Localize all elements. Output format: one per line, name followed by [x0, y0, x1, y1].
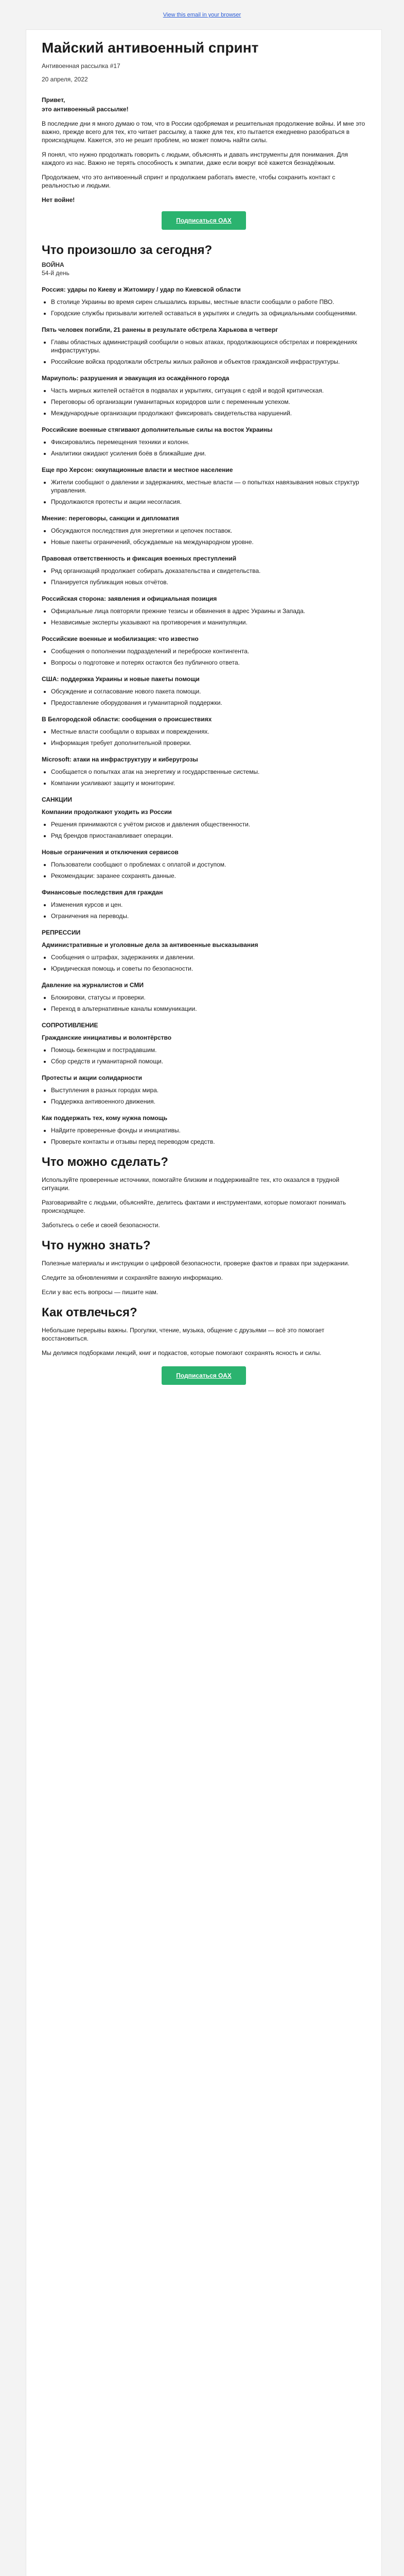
news-bullet: • Аналитики ожидают усиления боёв в ближайшие дни.	[51, 449, 366, 457]
repressions-bullet: • Переход в альтернативные каналы коммуникации.	[51, 1005, 366, 1013]
sanctions-items	[42, 808, 366, 920]
resistance-item	[42, 1114, 366, 1146]
sanctions-bullet: • Пользователи сообщают о проблемах с оплатой и доступом.	[51, 860, 366, 869]
sanctions-label: САНКЦИИ	[42, 796, 73, 803]
resistance-bullets	[42, 1086, 366, 1106]
news-bullet: • Международные организации продолжают фиксировать свидетельства нарушений.	[51, 409, 366, 417]
news-block	[42, 675, 366, 707]
war-label: ВОЙНА	[42, 261, 64, 268]
issue: Антивоенная рассылка #17	[42, 62, 120, 70]
repressions-bullets	[42, 953, 366, 973]
news-bullet: • Новые пакеты ограничений, обсуждаемые на международном уровне.	[51, 538, 366, 546]
cta-bottom	[42, 1366, 366, 1385]
resistance-items	[42, 1033, 366, 1146]
news-bullets	[42, 567, 366, 586]
sanctions-bullet: • Решения принимаются с учётом рисков и давления общественности.	[51, 820, 366, 828]
repressions-bullet: • Сообщения о штрафах, задержаниях и давлении.	[51, 953, 366, 961]
repressions-items	[42, 941, 366, 1013]
repressions-item	[42, 941, 366, 973]
sanctions	[42, 795, 366, 920]
sanctions-item-title: Финансовые последствия для граждан	[42, 889, 163, 896]
news-bullets	[42, 647, 366, 667]
section-what-to-know: Что нужно знать?	[42, 1239, 151, 1252]
news-bullet: • Фиксировались перемещения техники и колонн.	[51, 438, 366, 446]
knowledge-paragraph-2: Следите за обновлениями и сохраняйте важную информацию.	[42, 1274, 223, 1281]
cta-top	[42, 211, 366, 230]
news-bullet: • Часть мирных жителей остаётся в подвалах и укрытиях, ситуация с едой и водой критическая.	[51, 386, 366, 395]
resistance-bullet: • Сбор средств и гуманитарной помощи.	[51, 1057, 366, 1065]
subscribe-button[interactable]: Подписаться ОАХ	[162, 211, 246, 230]
news-bullets	[42, 607, 366, 626]
resistance-bullet: • Поддержка антивоенного движения.	[51, 1097, 366, 1106]
actions-paragraph-2: Разговаривайте с людьми, объясняйте, делитесь фактами и инструментами, которые помогают понимать происходящее.	[42, 1199, 346, 1214]
news-bullets	[42, 478, 366, 506]
section-what-happened: Что произошло за сегодня?	[42, 243, 213, 257]
news-bullets	[42, 298, 366, 317]
news-bullet: • Городские службы призывали жителей оставаться в укрытиях и следить за официальными сообщениями.	[51, 309, 366, 317]
news-bullet: • Переговоры об организации гуманитарных коридоров шли с переменным успехом.	[51, 398, 366, 406]
news-block-title: Правовая ответственность и фиксация военных преступлений	[42, 555, 237, 562]
news-bullet: • Планируется публикация новых отчётов.	[51, 578, 366, 586]
resistance-bullet: • Выступления в разных городах мира.	[51, 1086, 366, 1094]
news-bullet: • Обсуждение и согласование нового пакета помощи.	[51, 687, 366, 696]
news-block	[42, 595, 366, 626]
resistance	[42, 1021, 366, 1146]
news-bullets	[42, 438, 366, 457]
sanctions-bullets	[42, 860, 366, 880]
news-bullet: • Информация требует дополнительной проверки.	[51, 739, 366, 747]
news-bullets	[42, 727, 366, 747]
resistance-label: СОПРОТИВЛЕНИЕ	[42, 1022, 98, 1029]
news-bullet: • Сообщения о пополнении подразделений и переброске контингента.	[51, 647, 366, 655]
sanctions-item-title: Новые ограничения и отключения сервисов	[42, 849, 179, 856]
news-bullet: • Жители сообщают о давлении и задержаниях, местные власти — о попытках навязывания новых структур управления.	[51, 478, 366, 495]
repressions	[42, 928, 366, 1013]
intro-paragraph-1: В последние дни я много думаю о том, что в России одобряемая и решительная продолжение войны. И мне это важно, прежде всего для тех, кто читает рассылку, а также для тех, кто пытается ежедневно разобраться в происходящем. Кажется, это не решит проблем, но может помочь найти силы.	[42, 120, 365, 144]
news-block-title: В Белгородской области: сообщения о происшествиях	[42, 716, 212, 723]
news-block-title: Российская сторона: заявления и официальная позиция	[42, 595, 217, 602]
news-bullets	[42, 386, 366, 417]
repressions-item-title: Административные и уголовные дела за антивоенные высказывания	[42, 941, 258, 948]
subgreeting: это антивоенный рассылке!	[42, 106, 129, 113]
news-block-title: Microsoft: атаки на инфраструктуру и киберугрозы	[42, 756, 198, 763]
intro-paragraph-2: Я понял, что нужно продолжать говорить с людьми, объяснять и давать инструменты для понимания. Для каждого из нас. Важно не терять способность к эмпатии, даже если вокруг всё кажется безнадёжным.	[42, 151, 348, 166]
news-block-title: Российские военные стягивают дополнительные силы на восток Украины	[42, 426, 273, 433]
news-bullet: • Ряд организаций продолжает собирать доказательства и свидетельства.	[51, 567, 366, 575]
news-block	[42, 554, 366, 586]
news-block-title: Российские военные и мобилизация: что известно	[42, 635, 199, 642]
sanctions-bullets	[42, 901, 366, 920]
war-day: 54-й день	[42, 269, 69, 277]
sanctions-item	[42, 848, 366, 880]
news-block	[42, 466, 366, 506]
repressions-item-title: Давление на журналистов и СМИ	[42, 981, 144, 989]
section-what-to-do: Что можно сделать?	[42, 1155, 168, 1169]
resistance-item	[42, 1074, 366, 1106]
news-block	[42, 715, 366, 747]
resistance-bullet: • Помощь беженцам и пострадавшим.	[51, 1046, 366, 1054]
news-block	[42, 374, 366, 417]
sanctions-bullet: • Рекомендации: заранее сохранять данные.	[51, 872, 366, 880]
resistance-bullet: • Проверьте контакты и отзывы перед переводом средств.	[51, 1138, 366, 1146]
news-block	[42, 635, 366, 667]
knowledge-paragraph-1: Полезные материалы и инструкции о цифровой безопасности, проверке фактов и правах при задержании.	[42, 1260, 349, 1267]
section-how-to-distract: Как отвлечься?	[42, 1306, 137, 1319]
actions-paragraph-1: Используйте проверенные источники, помогайте близким и поддерживайте тех, кто оказался в трудной ситуации.	[42, 1176, 340, 1192]
distraction-paragraph-2: Мы делимся подборками лекций, книг и подкастов, которые помогают сохранять ясность и силы.	[42, 1349, 322, 1357]
intro	[42, 96, 366, 204]
news-bullets	[42, 687, 366, 707]
sign: Нет войне!	[42, 196, 75, 204]
news-bullet: • Официальные лица повторяли прежние тезисы и обвинения в адрес Украины и Запада.	[51, 607, 366, 615]
news-bullet: • Сообщается о попытках атак на энергетику и государственные системы.	[51, 768, 366, 776]
news-block	[42, 514, 366, 546]
sanctions-bullet: • Ограничения на переводы.	[51, 912, 366, 920]
news-block	[42, 426, 366, 457]
news-bullet: • Продолжаются протесты и акции несогласия.	[51, 498, 366, 506]
resistance-item-title: Как поддержать тех, кому нужна помощь	[42, 1114, 168, 1122]
resistance-bullets	[42, 1126, 366, 1146]
news-bullets	[42, 768, 366, 787]
news-bullet: • Компании усиливают защиту и мониторинг.	[51, 779, 366, 787]
news-bullet: • Вопросы о подготовке и потерях остаются без публичного ответа.	[51, 658, 366, 667]
resistance-bullet: • Найдите проверенные фонды и инициативы.	[51, 1126, 366, 1134]
section-subtitle	[42, 261, 366, 277]
news-bullet: • Обсуждаются последствия для энергетики и цепочек поставок.	[51, 527, 366, 535]
news-bullet: • В столице Украины во время сирен слышались взрывы, местные власти сообщали о работе ПВО.	[51, 298, 366, 306]
news-bullet: • Российские войска продолжали обстрелы жилых районов и объектов гражданской инфраструктуры.	[51, 358, 366, 366]
topbar	[0, 0, 404, 30]
news-block-title: Мнение: переговоры, санкции и дипломатия	[42, 515, 179, 522]
view-in-browser-link[interactable]: View this email in your browser	[163, 12, 241, 18]
news-block-title: Еще про Херсон: оккупационные власти и местное население	[42, 466, 233, 473]
news-bullet: • Главы областных администраций сообщили о новых атаках, продолжающихся обстрелах и повреждениях инфраструктуры.	[51, 338, 366, 354]
sanctions-bullet: • Ряд брендов приостанавливает операции.	[51, 832, 366, 840]
intro-paragraph-3: Продолжаем, что это антивоенный спринт и продолжаем работать вместе, чтобы сохранить контакт с реальностью и людьми.	[42, 174, 336, 189]
news-block-title: Мариуполь: разрушения и эвакуация из осаждённого города	[42, 375, 230, 382]
news-bullet: • Местные власти сообщали о взрывах и повреждениях.	[51, 727, 366, 736]
resistance-bullets	[42, 1046, 366, 1065]
distraction-paragraph-1: Небольшие перерывы важны. Прогулки, чтение, музыка, общение с друзьями — всё это помогает восстановиться.	[42, 1327, 325, 1342]
news-block	[42, 285, 366, 317]
sanctions-item	[42, 808, 366, 840]
news-block-title: Пять человек погибли, 21 ранены в результате обстрела Харькова в четверг	[42, 326, 278, 333]
repressions-item	[42, 981, 366, 1013]
sanctions-bullet: • Изменения курсов и цен.	[51, 901, 366, 909]
repressions-bullet: • Юридическая помощь и советы по безопасности.	[51, 964, 366, 973]
header	[42, 30, 366, 83]
greeting: Привет,	[42, 96, 65, 104]
actions-paragraph-3: Заботьтесь о себе и своей безопасности.	[42, 1222, 160, 1229]
email-card	[26, 30, 381, 2576]
news-block	[42, 755, 366, 787]
sanctions-item-title: Компании продолжают уходить из России	[42, 808, 172, 816]
news-bullet: • Независимые эксперты указывают на противоречия и манипуляции.	[51, 618, 366, 626]
sanctions-item	[42, 888, 366, 920]
news-bullets	[42, 527, 366, 546]
repressions-bullet: • Блокировки, статусы и проверки.	[51, 993, 366, 1002]
repressions-bullets	[42, 993, 366, 1013]
news-blocks	[42, 285, 366, 787]
email-title: Майский антивоенный спринт	[42, 40, 259, 56]
news-bullets	[42, 338, 366, 366]
news-block-title: Россия: удары по Киеву и Житомиру / удар по Киевской области	[42, 286, 241, 293]
resistance-item-title: Гражданские инициативы и волонтёрство	[42, 1034, 172, 1041]
resistance-item-title: Протесты и акции солидарности	[42, 1074, 143, 1081]
news-block	[42, 326, 366, 366]
email-inner	[26, 30, 381, 1385]
resistance-item	[42, 1033, 366, 1065]
sanctions-bullets	[42, 820, 366, 840]
knowledge-paragraph-3: Если у вас есть вопросы — пишите нам.	[42, 1289, 159, 1296]
repressions-label: РЕПРЕССИИ	[42, 929, 81, 936]
news-bullet: • Предоставление оборудования и гуманитарной поддержки.	[51, 699, 366, 707]
news-block-title: США: поддержка Украины и новые пакеты помощи	[42, 675, 200, 683]
date: 20 апреля, 2022	[42, 76, 88, 83]
subscribe-button-bottom[interactable]: Подписаться ОАХ	[162, 1366, 246, 1385]
